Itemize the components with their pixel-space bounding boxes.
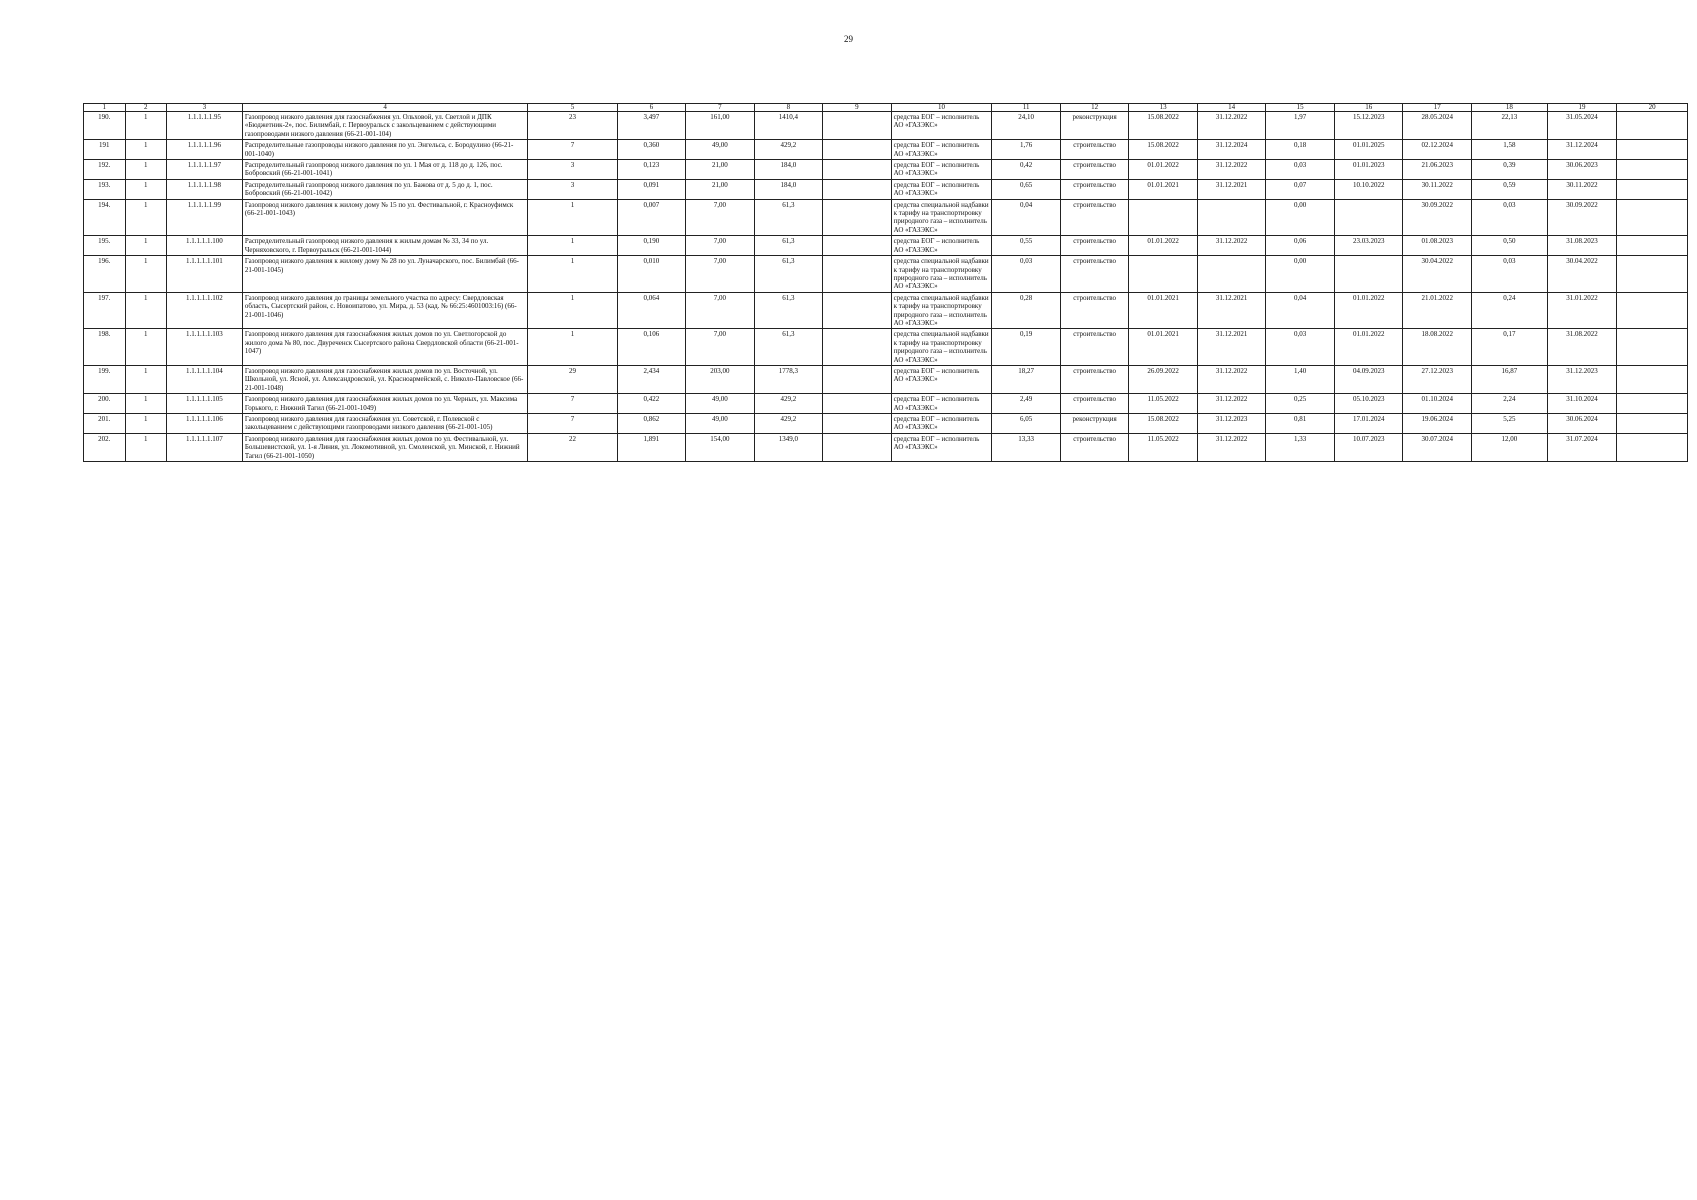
cell-flag: 1 — [125, 140, 167, 160]
cell-cost-stage-2: 0,39 — [1471, 160, 1547, 180]
cell-cost-total: 18,27 — [992, 365, 1061, 393]
cell-end-date: 31.12.2021 — [1197, 329, 1266, 366]
column-number: 19 — [1547, 104, 1617, 112]
cell-count-a: 161,00 — [686, 112, 755, 140]
cell-object-description: Газопровод низкого давления до границы земельного участка по адресу: Свердловская область, Сысертский район, с. Новоипатово, ул. Мира, д. 53 (кад. № 66:25:4601003:16) (66-21-001-1046) — [242, 292, 528, 329]
cell-value-a: 184,0 — [754, 179, 823, 199]
cell-start-date-2: 04.09.2023 — [1334, 365, 1403, 393]
cell-start-date-2 — [1334, 199, 1403, 236]
cell-cost-stage-1: 0,00 — [1266, 256, 1335, 293]
cell-end-date: 31.12.2021 — [1197, 292, 1266, 329]
cell-flag: 1 — [125, 433, 167, 461]
column-number: 17 — [1403, 104, 1472, 112]
column-number: 2 — [125, 104, 167, 112]
cell-work-type: строительство — [1060, 140, 1129, 160]
cell-length: 0,091 — [617, 179, 686, 199]
cell-end-date-2: 21.06.2023 — [1403, 160, 1472, 180]
table-row — [84, 112, 1688, 140]
cell-cost-stage-1: 1,40 — [1266, 365, 1335, 393]
cell-count-a: 21,00 — [686, 179, 755, 199]
cell-row-number: 199. — [84, 365, 126, 393]
column-number: 10 — [891, 104, 992, 112]
cell-flag: 1 — [125, 414, 167, 434]
cell-work-type: строительство — [1060, 179, 1129, 199]
cell-cost-stage-2: 1,58 — [1471, 140, 1547, 160]
cell-count-a: 7,00 — [686, 292, 755, 329]
cell-funding-source: средства ЕОГ – исполнитель АО «ГАЗЭКС» — [891, 140, 992, 160]
column-number: 15 — [1266, 104, 1335, 112]
cell-blank — [823, 179, 892, 199]
cell-note — [1617, 160, 1688, 180]
cell-object-code: 1.1.1.1.1.102 — [167, 292, 243, 329]
cell-object-code: 1.1.1.1.1.105 — [167, 394, 243, 414]
cell-object-description: Газопровод низкого давления для газоснабжения жилых домов по ул. Фестивальной, ул. Большевистской, ул. 1-я Линия, ул. Локомотивной, ул. Смоленской, ул. Минской, г. Нижний Тагил (66-21-001-1050) — [242, 433, 528, 461]
cell-note — [1617, 236, 1688, 256]
cell-value-a: 61,3 — [754, 329, 823, 366]
cell-start-date-2: 15.12.2023 — [1334, 112, 1403, 140]
table-row — [84, 140, 1688, 160]
cell-cost-stage-1: 1,97 — [1266, 112, 1335, 140]
cell-start-date: 01.01.2021 — [1129, 292, 1198, 329]
cell-note — [1617, 292, 1688, 329]
cell-value-a: 61,3 — [754, 236, 823, 256]
cell-row-number: 200. — [84, 394, 126, 414]
cell-row-number: 197. — [84, 292, 126, 329]
cell-funding-source: средства ЕОГ – исполнитель АО «ГАЗЭКС» — [891, 414, 992, 434]
cell-completion-date: 31.08.2022 — [1547, 329, 1617, 366]
column-number: 8 — [754, 104, 823, 112]
table-row — [84, 292, 1688, 329]
cell-cost-stage-2: 2,24 — [1471, 394, 1547, 414]
cell-end-date-2: 30.09.2022 — [1403, 199, 1472, 236]
column-number: 11 — [992, 104, 1061, 112]
cell-completion-date: 30.06.2024 — [1547, 414, 1617, 434]
cell-flag: 1 — [125, 256, 167, 293]
cell-end-date: 31.12.2022 — [1197, 394, 1266, 414]
cell-start-date: 11.05.2022 — [1129, 394, 1198, 414]
cell-count-a: 7,00 — [686, 256, 755, 293]
cell-count-a: 49,00 — [686, 414, 755, 434]
cell-capacity: 1 — [528, 236, 617, 256]
cell-cost-stage-2: 16,87 — [1471, 365, 1547, 393]
cell-end-date-2: 01.08.2023 — [1403, 236, 1472, 256]
cell-flag: 1 — [125, 365, 167, 393]
cell-length: 0,010 — [617, 256, 686, 293]
cell-capacity: 3 — [528, 160, 617, 180]
cell-blank — [823, 365, 892, 393]
table-row — [84, 236, 1688, 256]
cell-value-a: 61,3 — [754, 256, 823, 293]
cell-value-a: 184,0 — [754, 160, 823, 180]
cell-length: 0,360 — [617, 140, 686, 160]
cell-cost-stage-1: 1,33 — [1266, 433, 1335, 461]
cell-start-date-2: 01.01.2022 — [1334, 329, 1403, 366]
cell-completion-date: 31.08.2023 — [1547, 236, 1617, 256]
cell-length: 0,862 — [617, 414, 686, 434]
cell-cost-total: 0,28 — [992, 292, 1061, 329]
cell-funding-source: средства специальной надбавки к тарифу на транспортировку природного газа – исполнитель АО «ГАЗЭКС» — [891, 256, 992, 293]
cell-object-description: Распределительные газопроводы низкого давления по ул. Энгельса, с. Бородулино (66-21-001-1040) — [242, 140, 528, 160]
cell-cost-total: 0,03 — [992, 256, 1061, 293]
cell-object-code: 1.1.1.1.1.99 — [167, 199, 243, 236]
cell-object-description: Газопровод низкого давления к жилому дому № 15 по ул. Фестивальной, г. Красноуфимск (66-21-001-1043) — [242, 199, 528, 236]
cell-note — [1617, 256, 1688, 293]
cell-cost-stage-1: 0,06 — [1266, 236, 1335, 256]
cell-cost-total: 13,33 — [992, 433, 1061, 461]
column-number: 7 — [686, 104, 755, 112]
cell-funding-source: средства ЕОГ – исполнитель АО «ГАЗЭКС» — [891, 160, 992, 180]
cell-start-date-2: 01.01.2022 — [1334, 292, 1403, 329]
cell-capacity: 3 — [528, 179, 617, 199]
cell-cost-total: 0,04 — [992, 199, 1061, 236]
cell-flag: 1 — [125, 236, 167, 256]
cell-cost-stage-2: 0,03 — [1471, 199, 1547, 236]
register-table — [83, 103, 1688, 462]
cell-capacity: 7 — [528, 394, 617, 414]
cell-capacity: 7 — [528, 140, 617, 160]
cell-end-date — [1197, 256, 1266, 293]
cell-cost-total: 0,19 — [992, 329, 1061, 366]
cell-count-a: 203,00 — [686, 365, 755, 393]
cell-cost-total: 24,10 — [992, 112, 1061, 140]
cell-note — [1617, 140, 1688, 160]
cell-end-date-2: 18.08.2022 — [1403, 329, 1472, 366]
column-number: 4 — [242, 104, 528, 112]
cell-row-number: 195. — [84, 236, 126, 256]
cell-count-a: 7,00 — [686, 199, 755, 236]
cell-capacity: 22 — [528, 433, 617, 461]
column-number: 13 — [1129, 104, 1198, 112]
cell-cost-total: 2,49 — [992, 394, 1061, 414]
cell-count-a: 21,00 — [686, 160, 755, 180]
cell-blank — [823, 433, 892, 461]
cell-end-date-2: 01.10.2024 — [1403, 394, 1472, 414]
cell-note — [1617, 199, 1688, 236]
cell-start-date: 26.09.2022 — [1129, 365, 1198, 393]
table-row — [84, 160, 1688, 180]
cell-cost-total: 0,65 — [992, 179, 1061, 199]
cell-start-date-2: 10.10.2022 — [1334, 179, 1403, 199]
cell-blank — [823, 256, 892, 293]
cell-note — [1617, 329, 1688, 366]
cell-cost-stage-1: 0,03 — [1266, 329, 1335, 366]
cell-end-date-2: 27.12.2023 — [1403, 365, 1472, 393]
cell-object-description: Распределительный газопровод низкого давления к жилым домам № 33, 34 по ул. Черняховского, г. Первоуральск (66-21-001-1044) — [242, 236, 528, 256]
cell-object-description: Газопровод низкого давления для газоснабжения жилых домов по ул. Светлогорской до жилого дома № 80, пос. Двуреченск Сысертского района Свердловской области (66-21-001-1047) — [242, 329, 528, 366]
cell-funding-source: средства ЕОГ – исполнитель АО «ГАЗЭКС» — [891, 112, 992, 140]
cell-work-type: реконструкция — [1060, 414, 1129, 434]
cell-row-number: 193. — [84, 179, 126, 199]
cell-object-code: 1.1.1.1.1.98 — [167, 179, 243, 199]
cell-object-code: 1.1.1.1.1.104 — [167, 365, 243, 393]
cell-blank — [823, 140, 892, 160]
cell-funding-source: средства специальной надбавки к тарифу на транспортировку природного газа – исполнитель АО «ГАЗЭКС» — [891, 199, 992, 236]
cell-start-date-2: 01.01.2025 — [1334, 140, 1403, 160]
table-row — [84, 256, 1688, 293]
cell-object-code: 1.1.1.1.1.97 — [167, 160, 243, 180]
cell-start-date: 01.01.2021 — [1129, 329, 1198, 366]
cell-cost-stage-2: 5,25 — [1471, 414, 1547, 434]
page-number: 29 — [844, 34, 853, 44]
cell-note — [1617, 365, 1688, 393]
cell-cost-stage-2: 22,13 — [1471, 112, 1547, 140]
cell-count-a: 7,00 — [686, 329, 755, 366]
cell-cost-stage-2: 0,24 — [1471, 292, 1547, 329]
cell-completion-date: 31.01.2022 — [1547, 292, 1617, 329]
cell-completion-date: 31.10.2024 — [1547, 394, 1617, 414]
cell-start-date: 15.08.2022 — [1129, 140, 1198, 160]
cell-row-number: 196. — [84, 256, 126, 293]
table-row — [84, 329, 1688, 366]
cell-value-a: 61,3 — [754, 292, 823, 329]
column-number: 14 — [1197, 104, 1266, 112]
cell-completion-date: 30.06.2023 — [1547, 160, 1617, 180]
cell-row-number: 198. — [84, 329, 126, 366]
table-row — [84, 433, 1688, 461]
cell-object-code: 1.1.1.1.1.101 — [167, 256, 243, 293]
cell-start-date: 01.01.2022 — [1129, 236, 1198, 256]
cell-capacity: 1 — [528, 256, 617, 293]
cell-note — [1617, 414, 1688, 434]
cell-cost-total: 0,42 — [992, 160, 1061, 180]
cell-object-code: 1.1.1.1.1.100 — [167, 236, 243, 256]
cell-work-type: строительство — [1060, 292, 1129, 329]
cell-note — [1617, 433, 1688, 461]
cell-work-type: строительство — [1060, 160, 1129, 180]
cell-row-number: 192. — [84, 160, 126, 180]
cell-cost-stage-1: 0,25 — [1266, 394, 1335, 414]
cell-row-number: 194. — [84, 199, 126, 236]
column-number: 1 — [84, 104, 126, 112]
cell-cost-stage-2: 0,50 — [1471, 236, 1547, 256]
cell-blank — [823, 329, 892, 366]
cell-cost-total: 6,05 — [992, 414, 1061, 434]
cell-length: 0,064 — [617, 292, 686, 329]
cell-capacity: 1 — [528, 199, 617, 236]
cell-capacity: 1 — [528, 292, 617, 329]
cell-cost-stage-1: 0,18 — [1266, 140, 1335, 160]
cell-work-type: реконструкция — [1060, 112, 1129, 140]
cell-capacity: 7 — [528, 414, 617, 434]
cell-end-date-2: 02.12.2024 — [1403, 140, 1472, 160]
cell-capacity: 1 — [528, 329, 617, 366]
cell-length: 2,434 — [617, 365, 686, 393]
cell-value-a: 1349,0 — [754, 433, 823, 461]
cell-completion-date: 31.12.2024 — [1547, 140, 1617, 160]
cell-cost-stage-2: 12,00 — [1471, 433, 1547, 461]
cell-flag: 1 — [125, 160, 167, 180]
cell-value-a: 1778,3 — [754, 365, 823, 393]
cell-note — [1617, 179, 1688, 199]
cell-object-code: 1.1.1.1.1.96 — [167, 140, 243, 160]
cell-value-a: 429,2 — [754, 140, 823, 160]
cell-object-code: 1.1.1.1.1.95 — [167, 112, 243, 140]
cell-end-date: 31.12.2024 — [1197, 140, 1266, 160]
cell-length: 3,497 — [617, 112, 686, 140]
cell-row-number: 191 — [84, 140, 126, 160]
cell-cost-total: 0,55 — [992, 236, 1061, 256]
cell-cost-stage-1: 0,03 — [1266, 160, 1335, 180]
cell-completion-date: 31.12.2023 — [1547, 365, 1617, 393]
column-number: 12 — [1060, 104, 1129, 112]
column-number: 16 — [1334, 104, 1403, 112]
cell-work-type: строительство — [1060, 365, 1129, 393]
cell-end-date-2: 21.01.2022 — [1403, 292, 1472, 329]
cell-blank — [823, 112, 892, 140]
cell-funding-source: средства ЕОГ – исполнитель АО «ГАЗЭКС» — [891, 433, 992, 461]
cell-flag: 1 — [125, 112, 167, 140]
cell-cost-stage-2: 0,59 — [1471, 179, 1547, 199]
table-row — [84, 365, 1688, 393]
cell-start-date — [1129, 199, 1198, 236]
cell-length: 0,422 — [617, 394, 686, 414]
cell-start-date: 11.05.2022 — [1129, 433, 1198, 461]
cell-object-description: Распределительный газопровод низкого давления по ул. 1 Мая от д. 118 до д. 126, пос. Бобровский (66-21-001-1041) — [242, 160, 528, 180]
column-number: 6 — [617, 104, 686, 112]
cell-work-type: строительство — [1060, 236, 1129, 256]
cell-end-date: 31.12.2022 — [1197, 433, 1266, 461]
cell-completion-date: 31.07.2024 — [1547, 433, 1617, 461]
cell-flag: 1 — [125, 329, 167, 366]
cell-object-description: Газопровод низкого давления для газоснабжения жилых домов по ул. Восточной, ул. Школьной, ул. Ясной, ул. Александровской, ул. Красноармейской, с. Николо-Павловское (66-21-001-1048) — [242, 365, 528, 393]
cell-object-description: Распределительный газопровод низкого давления по ул. Бажова от д. 5 до д. 1, пос. Бобровский (66-21-001-1042) — [242, 179, 528, 199]
cell-row-number: 202. — [84, 433, 126, 461]
cell-blank — [823, 160, 892, 180]
cell-work-type: строительство — [1060, 433, 1129, 461]
cell-object-description: Газопровод низкого давления к жилому дому № 28 по ул. Луначарского, пос. Билимбай (66-21-001-1045) — [242, 256, 528, 293]
table-row — [84, 394, 1688, 414]
cell-completion-date: 31.05.2024 — [1547, 112, 1617, 140]
cell-blank — [823, 292, 892, 329]
cell-value-a: 61,3 — [754, 199, 823, 236]
column-number: 20 — [1617, 104, 1688, 112]
cell-end-date: 31.12.2023 — [1197, 414, 1266, 434]
cell-cost-total: 1,76 — [992, 140, 1061, 160]
cell-end-date-2: 30.07.2024 — [1403, 433, 1472, 461]
cell-start-date: 01.01.2022 — [1129, 160, 1198, 180]
cell-note — [1617, 112, 1688, 140]
cell-work-type: строительство — [1060, 329, 1129, 366]
cell-capacity: 23 — [528, 112, 617, 140]
cell-work-type: строительство — [1060, 199, 1129, 236]
cell-note — [1617, 394, 1688, 414]
cell-end-date-2: 30.04.2022 — [1403, 256, 1472, 293]
cell-funding-source: средства ЕОГ – исполнитель АО «ГАЗЭКС» — [891, 394, 992, 414]
cell-start-date: 15.08.2022 — [1129, 112, 1198, 140]
cell-start-date-2: 05.10.2023 — [1334, 394, 1403, 414]
cell-blank — [823, 414, 892, 434]
cell-completion-date: 30.09.2022 — [1547, 199, 1617, 236]
cell-cost-stage-2: 0,17 — [1471, 329, 1547, 366]
cell-length: 1,891 — [617, 433, 686, 461]
cell-funding-source: средства ЕОГ – исполнитель АО «ГАЗЭКС» — [891, 179, 992, 199]
cell-start-date — [1129, 256, 1198, 293]
cell-end-date-2: 28.05.2024 — [1403, 112, 1472, 140]
cell-funding-source: средства специальной надбавки к тарифу на транспортировку природного газа – исполнитель АО «ГАЗЭКС» — [891, 329, 992, 366]
column-number: 3 — [167, 104, 243, 112]
cell-count-a: 49,00 — [686, 140, 755, 160]
cell-blank — [823, 199, 892, 236]
cell-start-date-2: 01.01.2023 — [1334, 160, 1403, 180]
column-number: 9 — [823, 104, 892, 112]
cell-object-code: 1.1.1.1.1.106 — [167, 414, 243, 434]
cell-count-a: 154,00 — [686, 433, 755, 461]
cell-start-date-2 — [1334, 256, 1403, 293]
cell-funding-source: средства ЕОГ – исполнитель АО «ГАЗЭКС» — [891, 236, 992, 256]
cell-start-date-2: 10.07.2023 — [1334, 433, 1403, 461]
cell-end-date: 31.12.2022 — [1197, 160, 1266, 180]
cell-end-date: 31.12.2022 — [1197, 236, 1266, 256]
cell-flag: 1 — [125, 292, 167, 329]
cell-end-date-2: 30.11.2022 — [1403, 179, 1472, 199]
cell-start-date-2: 17.01.2024 — [1334, 414, 1403, 434]
cell-work-type: строительство — [1060, 256, 1129, 293]
cell-row-number: 190. — [84, 112, 126, 140]
cell-count-a: 7,00 — [686, 236, 755, 256]
cell-blank — [823, 394, 892, 414]
cell-value-a: 429,2 — [754, 414, 823, 434]
cell-object-code: 1.1.1.1.1.107 — [167, 433, 243, 461]
table-row — [84, 199, 1688, 236]
cell-flag: 1 — [125, 199, 167, 236]
cell-value-a: 1410,4 — [754, 112, 823, 140]
cell-flag: 1 — [125, 179, 167, 199]
cell-capacity: 29 — [528, 365, 617, 393]
cell-end-date: 31.12.2022 — [1197, 112, 1266, 140]
cell-end-date-2: 19.06.2024 — [1403, 414, 1472, 434]
table-row — [84, 179, 1688, 199]
cell-blank — [823, 236, 892, 256]
cell-completion-date: 30.04.2022 — [1547, 256, 1617, 293]
cell-cost-stage-2: 0,03 — [1471, 256, 1547, 293]
cell-end-date: 31.12.2021 — [1197, 179, 1266, 199]
cell-object-code: 1.1.1.1.1.103 — [167, 329, 243, 366]
cell-completion-date: 30.11.2022 — [1547, 179, 1617, 199]
cell-object-description: Газопровод низкого давления для газоснабжения ул. Ольховой, ул. Светлой и ДПК «Бюджетник-2», пос. Билимбай, г. Первоуральск с закольцеванием с действующими газопроводами низкого давления (66-21-001-104) — [242, 112, 528, 140]
cell-count-a: 49,00 — [686, 394, 755, 414]
cell-length: 0,106 — [617, 329, 686, 366]
cell-end-date: 31.12.2022 — [1197, 365, 1266, 393]
cell-end-date — [1197, 199, 1266, 236]
cell-value-a: 429,2 — [754, 394, 823, 414]
cell-length: 0,007 — [617, 199, 686, 236]
cell-funding-source: средства ЕОГ – исполнитель АО «ГАЗЭКС» — [891, 365, 992, 393]
cell-work-type: строительство — [1060, 394, 1129, 414]
column-number: 5 — [528, 104, 617, 112]
column-number-row — [84, 104, 1688, 112]
cell-cost-stage-1: 0,04 — [1266, 292, 1335, 329]
cell-funding-source: средства специальной надбавки к тарифу на транспортировку природного газа – исполнитель АО «ГАЗЭКС» — [891, 292, 992, 329]
column-number: 18 — [1471, 104, 1547, 112]
cell-object-description: Газопровод низкого давления для газоснабжения жилых домов по ул. Черных, ул. Максима Горького, г. Нижний Тагил (66-21-001-1049) — [242, 394, 528, 414]
cell-row-number: 201. — [84, 414, 126, 434]
cell-length: 0,190 — [617, 236, 686, 256]
cell-cost-stage-1: 0,00 — [1266, 199, 1335, 236]
cell-start-date: 15.08.2022 — [1129, 414, 1198, 434]
cell-cost-stage-1: 0,81 — [1266, 414, 1335, 434]
cell-object-description: Газопровод низкого давления для газоснабжения ул. Советской, г. Полевской с закольцеванием с действующими газопроводами низкого давления (66-21-001-105) — [242, 414, 528, 434]
cell-length: 0,123 — [617, 160, 686, 180]
cell-start-date: 01.01.2021 — [1129, 179, 1198, 199]
cell-cost-stage-1: 0,07 — [1266, 179, 1335, 199]
cell-flag: 1 — [125, 394, 167, 414]
table-row — [84, 414, 1688, 434]
cell-start-date-2: 23.03.2023 — [1334, 236, 1403, 256]
